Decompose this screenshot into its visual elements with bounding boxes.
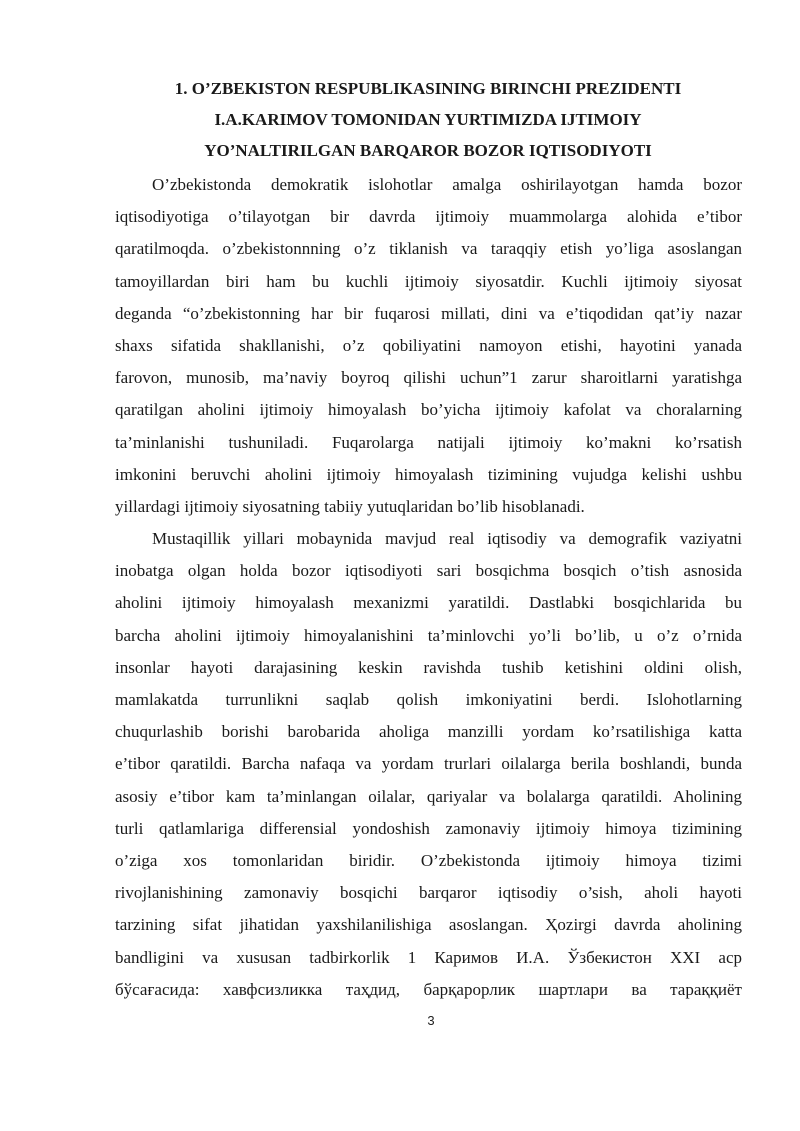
paragraph-line: tarzining sifat jihatidan yaxshilanilishiga asoslangan. Ҳozirgi davrda aholining: [115, 915, 742, 935]
paragraph-line: insonlar hayoti darajasining keskin ravishda tushib ketishini oldini olish,: [115, 657, 742, 677]
paragraph-line: tamoyillardan biri ham bu kuchli ijtimoiy siyosatdir. Kuchli ijtimoiy siyosat: [115, 271, 742, 291]
paragraph-line: turli qatlamlariga differensial yondoshish zamonaviy ijtimoiy himoya tizimining: [115, 818, 742, 838]
paragraph-line: ta’minlanishi tushuniladi. Fuqarolarga natijali ijtimoiy ko’makni ko’rsatish: [115, 432, 742, 452]
paragraph-line: qaratilgan aholini ijtimoiy himoyalash bo’yicha ijtimoiy kafolat va choralarning: [115, 400, 742, 420]
paragraph-line: aholini ijtimoiy himoyalash mexanizmi yaratildi. Dastlabki bosqichlarida bu: [115, 593, 742, 613]
body-text: [115, 169, 742, 1006]
heading-line: 1. O’ZBEKISTON RESPUBLIKASINING BIRINCHI PREZIDENTI: [174, 79, 682, 98]
paragraph-line: yillardagi ijtimoiy siyosatning tabiiy yutuqlaridan bo’lib hisoblanadi.: [115, 496, 585, 516]
paragraph-line: mamlakatda turrunlikni saqlab qolish imkoniyatini berdi. Islohotlarning: [115, 690, 742, 709]
paragraph-line: rivojlanishining zamonaviy bosqichi barqaror iqtisodiy o’sish, aholi hayoti: [115, 883, 742, 903]
paragraph-line: asosiy e’tibor kam ta’minlangan oilalar, qariyalar va bolalarga qaratildi. Aholining: [115, 786, 742, 806]
paragraph-line: iqtisodiyotiga o’tilayotgan bir davrda ijtimoiy muammolarga alohida e’tibor: [115, 207, 742, 227]
paragraph-line: inobatga olgan holda bozor iqtisodiyoti sari bosqichma bosqich o’tish asnosida: [115, 561, 742, 581]
paragraph-line: o’ziga xos tomonlaridan biridir. O’zbekistonda ijtimoiy himoya tizimi: [115, 850, 742, 870]
paragraph-line: qaratilmoqda. o’zbekistonnning o’z tiklanish va taraqqiy etish yo’liga asoslangan: [115, 239, 742, 259]
chapter-heading: [110, 73, 746, 166]
paragraph-line: shaxs sifatida shakllanishi, o’z qobiliyatini namoyon etishi, hayotini yanada: [115, 335, 742, 355]
paragraph-line: O’zbekistonda demokratik islohotlar amalga oshirilayotgan hamda bozor: [152, 175, 742, 194]
page-number: 3: [427, 1013, 435, 1028]
paragraph-line: barcha aholini ijtimoiy himoyalanishini ta’minlovchi yo’li bo’lib, u o’z o’rnida: [115, 625, 742, 645]
paragraph-line: chuqurlashib borishi barobarida aholiga manzilli yordam ko’rsatilishiga katta: [115, 722, 742, 742]
paragraph-line: bandligini va xususan tadbirkorlik 1 Каримов И.А. Ўзбекистон ХХI аср: [115, 947, 742, 967]
paragraph-line: imkonini beruvchi aholini ijtimoiy himoyalash tizimining vujudga kelishi ushbu: [115, 464, 742, 484]
paragraph-line: Mustaqillik yillari mobaynida mavjud real iqtisodiy va demografik vaziyatni: [152, 529, 742, 549]
paragraph-line: бўсағасида: хавфсизликка таҳдид, барқарорлик шартлари ва тараққиёт: [115, 979, 742, 999]
heading-line: YO’NALTIRILGAN BARQAROR BOZOR IQTISODIYOTI: [204, 141, 652, 160]
paragraph-line: deganda “o’zbekistonning har bir fuqarosi millati, dini va e’tiqodidan qat’iy nazar: [115, 303, 742, 323]
paragraph-line: e’tibor qaratildi. Barcha nafaqa va yordam trurlari oilalarga berila boshlandi, bunda: [115, 754, 742, 774]
heading-line: I.A.KARIMOV TOMONIDAN YURTIMIZDA IJTIMOIY: [214, 110, 642, 129]
paragraph-line: farovon, munosib, ma’naviy boyroq qilishi uchun”1 zarur sharoitlarni yaratishga: [115, 368, 742, 388]
